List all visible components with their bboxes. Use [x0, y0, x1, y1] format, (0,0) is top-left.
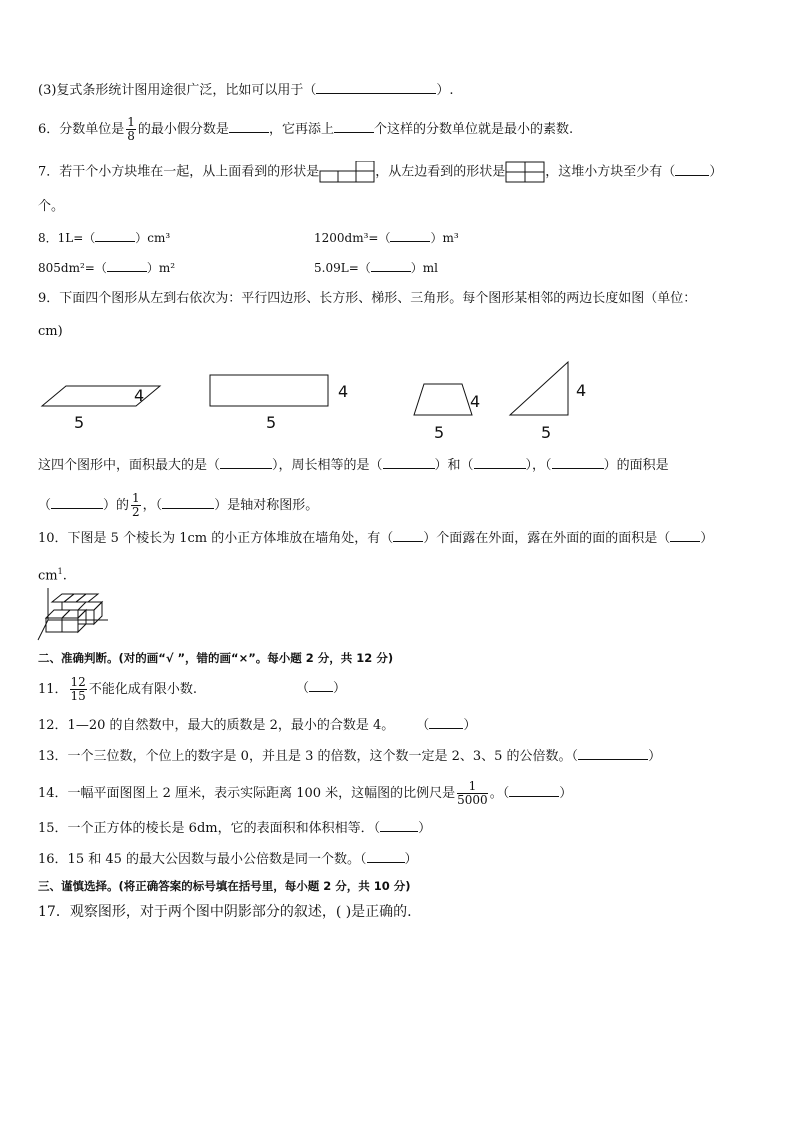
cubes-figure	[36, 588, 112, 642]
question-6: 6．分数单位是 $\frac{1}{8}$ 的最小假分数是 ，它再添上 个这样的分数单位就是最小的素数.	[38, 115, 574, 143]
fraction-one-half: $\frac{1}{2}$	[132, 491, 140, 519]
para-side-label: 4	[134, 386, 145, 405]
section-2-title: 二、准确判断。(对的画“√ ”，错的画“×”。每小题 2 分，共 12 分)	[38, 651, 394, 665]
question-16: 16．15 和 45 的最大公因数与最小公倍数是同一个数。（ ）	[38, 852, 418, 867]
rect-side-label: 4	[338, 382, 349, 401]
para-base-label: 5	[74, 413, 85, 432]
tri-base-label: 5	[541, 423, 552, 442]
rect-base-label: 5	[266, 413, 277, 432]
question-12: 12．1—20 的自然数中，最大的质数是 2，最小的合数是 4。 （ ）	[38, 718, 477, 733]
trap-side-label: 4	[470, 392, 481, 411]
answer-blank[interactable]	[474, 457, 526, 469]
answer-blank[interactable]	[162, 497, 214, 509]
answer-blank[interactable]	[334, 121, 374, 133]
triangle-shape	[510, 362, 568, 415]
shapes-figure	[30, 360, 590, 450]
trap-base-label: 5	[434, 423, 445, 442]
answer-blank[interactable]	[309, 680, 333, 692]
answer-blank[interactable]	[393, 530, 423, 542]
question-7-cont: 个。	[38, 199, 65, 214]
question-13: 13．一个三位数，个位上的数字是 0，并且是 3 的倍数，这个数一定是 2、3、5 的公倍数。（ ）	[38, 749, 662, 764]
answer-blank[interactable]	[380, 820, 418, 832]
trapezoid-shape	[414, 384, 472, 415]
question-9-line3: 这四个图形中，面积最大的是（ ），周长相等的是（ ）和（ ），（ ）的面积是	[38, 458, 669, 473]
question-8c: 805dm²=（ ）m²	[38, 261, 176, 275]
question-10: 10．下图是 5 个棱长为 1cm 的小正方体堆放在墙角处，有（ ）个面露在外面，露在外面的面的面积是（ ）	[38, 531, 714, 546]
answer-blank[interactable]	[552, 457, 604, 469]
question-8a: 8．1L=（ ）cm³	[38, 231, 171, 245]
answer-blank[interactable]	[107, 260, 147, 272]
answer-blank[interactable]	[390, 230, 430, 242]
answer-blank[interactable]	[95, 230, 135, 242]
question-15: 15．一个正方体的棱长是 6dm，它的表面积和体积相等．（ ）	[38, 821, 432, 836]
answer-blank[interactable]	[220, 457, 272, 469]
answer-blank[interactable]	[670, 530, 700, 542]
fraction-1-5000: $\frac{1}{5000}$	[457, 779, 488, 807]
answer-blank[interactable]	[578, 748, 648, 760]
question-11-answer: （ ）	[296, 681, 347, 696]
question-11: 11． $\frac{12}{15}$ 不能化成有限小数.	[38, 675, 197, 703]
question-10-unit: $cm^1$.	[38, 567, 67, 584]
answer-blank[interactable]	[229, 121, 269, 133]
question-8b: 1200dm³=（ ）m³	[314, 231, 459, 245]
answer-blank[interactable]	[675, 164, 709, 176]
answer-blank[interactable]	[367, 851, 405, 863]
answer-blank[interactable]	[316, 82, 436, 94]
answer-blank[interactable]	[383, 457, 435, 469]
left-view-icon	[505, 161, 545, 183]
q5-part3: (3)复式条形统计图用途很广泛，比如可以用于（ ）.	[38, 83, 454, 98]
answer-blank[interactable]	[429, 717, 463, 729]
rectangle-shape	[210, 375, 328, 406]
answer-blank[interactable]	[509, 785, 559, 797]
question-9: 9．下面四个图形从左到右依次为：平行四边形、长方形、梯形、三角形。每个图形某相邻的两边长度如图（单位：	[38, 291, 697, 306]
question-14: 14．一幅平面图图上 2 厘米，表示实际距离 100 米，这幅图的比例尺是 $\frac{1}{5000}$ 。（ ）	[38, 779, 573, 807]
top-view-icon	[319, 161, 375, 183]
question-9-line4: （ ）的 $\frac{1}{2}$ ，（ ）是轴对称图形。	[38, 491, 319, 519]
tri-side-label: 4	[576, 381, 587, 400]
question-17: 17．观察图形，对于两个图中阴影部分的叙述，( )是正确的.	[38, 904, 412, 920]
section-3-title: 三、谨慎选择。(将正确答案的标号填在括号里，每小题 2 分，共 10 分)	[38, 879, 411, 893]
fraction-one-eighth: $\frac{1}{8}$	[127, 115, 135, 143]
answer-blank[interactable]	[371, 260, 411, 272]
answer-blank[interactable]	[51, 497, 103, 509]
question-7: 7．若干个小方块堆在一起，从上面看到的形状是 ，从左边看到的形状是 ，这堆小方块至少有（ ）	[38, 161, 722, 183]
question-8d: 5.09L=（ ）ml	[314, 261, 438, 275]
question-9-unit: cm)	[38, 324, 63, 339]
fraction-12-15: $\frac{12}{15}$	[70, 675, 86, 703]
